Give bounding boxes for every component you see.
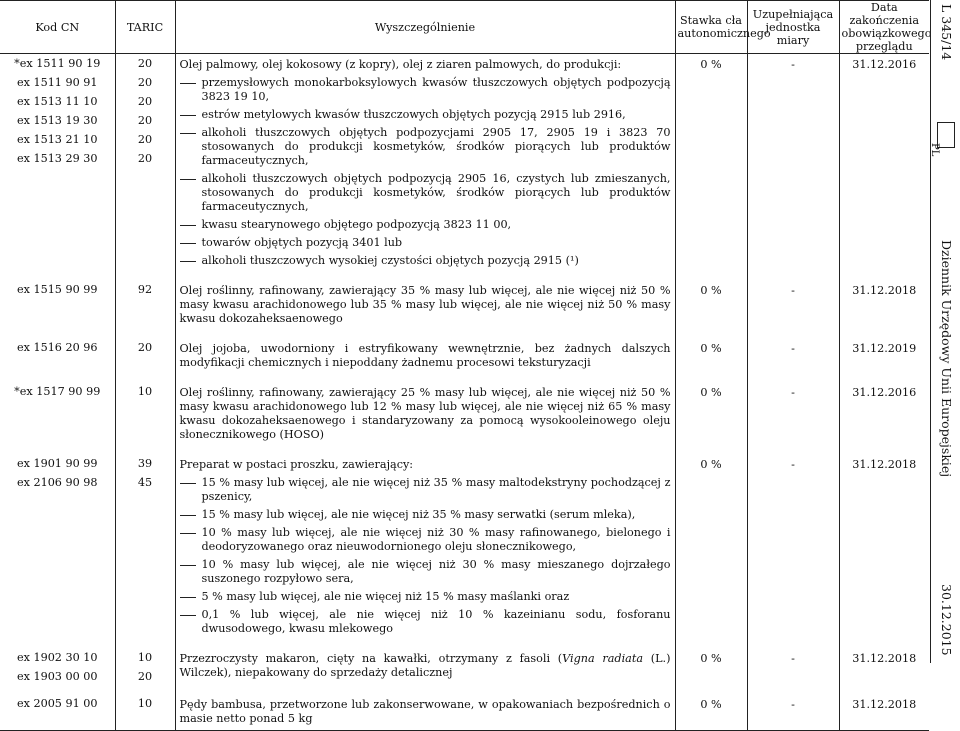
table-row (0, 454, 929, 640)
duty-rate: 0 % (700, 284, 722, 297)
description-text: (L.) Wilczek), niepakowany do sprzedaży detalicznej (179, 652, 671, 679)
col-header-cn: Kod CN (0, 1, 115, 54)
spacer-cell (115, 272, 175, 280)
description-dash-item: 10 % masy lub więcej, ale nie więcej niż 30 % masy rafinowanego, bielonego i deodoryzowanego oraz nieuwodornionego oleju słonecznikowego, (180, 526, 671, 554)
table-row (0, 338, 929, 374)
row-spacer (0, 686, 929, 694)
species-name: Vigna radiata (562, 652, 644, 665)
cn-code: ex 1901 90 99 (16, 457, 98, 470)
spacer-cell (747, 272, 839, 280)
cn-code: ex 1516 20 96 (16, 341, 98, 354)
cn-code: ex 1903 00 00 (16, 670, 98, 683)
supplementary-unit-cell (747, 694, 839, 731)
taric-code: 20 (137, 670, 153, 683)
spacer-cell (175, 640, 675, 648)
description-dash-item: estrów metylowych kwasów tłuszczowych objętych pozycją 2915 lub 2916, (180, 108, 671, 122)
spacer-cell (747, 330, 839, 338)
col-header-unit: Uzupełniająca jednostka miary (747, 1, 839, 54)
spacer-cell (0, 446, 115, 454)
description-cell (175, 338, 675, 374)
spacer-cell (175, 330, 675, 338)
duty-rate: 0 % (700, 652, 722, 665)
description-dash-item: towarów objętych pozycją 3401 lub (180, 236, 671, 250)
spacer-cell (0, 272, 115, 280)
supplementary-unit: - (791, 386, 795, 399)
cn-code: ex 1902 30 10 (16, 651, 98, 664)
taric-code: 20 (137, 133, 153, 146)
row-spacer (0, 272, 929, 280)
taric-code: 10 (137, 651, 153, 664)
spacer-cell (115, 640, 175, 648)
col-header-description: Wyszczególnienie (175, 1, 675, 54)
table-row (0, 382, 929, 446)
description-cell (175, 454, 675, 640)
spacer-cell (115, 446, 175, 454)
duty-rate: 0 % (700, 698, 722, 711)
spacer-cell (839, 640, 929, 648)
row-spacer (0, 640, 929, 648)
spacer-cell (839, 330, 929, 338)
description-cell (175, 648, 675, 686)
description-dash-item: alkoholi tłuszczowych objętych podpozycją 2905 16, czystych lub zmieszanych, stosowanych do produkcji kosmetyków, środków piorących lub produktów farmaceutycznych, (180, 172, 671, 214)
taric-code: 10 (137, 697, 153, 710)
taric-cell (115, 280, 175, 330)
taric-code: 20 (137, 95, 153, 108)
table-header-row (0, 1, 929, 54)
supplementary-unit: - (791, 458, 795, 471)
page-reference: L 345/14 (939, 4, 954, 61)
row-spacer (0, 330, 929, 338)
journal-title: Dziennik Urzędowy Unii Europejskiej (939, 240, 954, 478)
taric-cell (115, 648, 175, 686)
spacer-cell (675, 374, 747, 382)
row-spacer (0, 374, 929, 382)
spacer-cell (675, 686, 747, 694)
language-code: PL (929, 143, 940, 157)
description-lead: Preparat w postaci proszku, zawierający: (179, 458, 414, 471)
taric-cell (115, 382, 175, 446)
taric-code: 45 (137, 476, 153, 489)
description-lead: Olej jojoba, uwodorniony i estryfikowany wewnętrznie, bez żadnych dalszych modyfikacji chemicznych i niepoddany żadnemu procesowi teksturyzacji (179, 342, 671, 369)
cn-code-cell (0, 648, 115, 686)
publication-date: 30.12.2015 (939, 584, 954, 656)
spacer-cell (839, 272, 929, 280)
taric-cell (115, 338, 175, 374)
spacer-cell (115, 330, 175, 338)
cn-code: ex 2005 91 00 (16, 697, 98, 710)
review-date-cell (839, 54, 929, 273)
cn-code-cell (0, 454, 115, 640)
description-dash-item: 15 % masy lub więcej, ale nie więcej niż 35 % masy serwatki (serum mleka), (180, 508, 671, 522)
spacer-cell (0, 640, 115, 648)
spacer-cell (115, 686, 175, 694)
description-dash-item: przemysłowych monokarboksylowych kwasów tłuszczowych objętych podpozycją 3823 19 10, (180, 76, 671, 104)
duty-rate-cell (675, 454, 747, 640)
supplementary-unit-cell (747, 280, 839, 330)
description-dash-item: 10 % masy lub więcej, ale nie więcej niż 30 % masy mieszanego dojrzałego suszonego rozpyłowo sera, (180, 558, 671, 586)
col-header-taric: TARIC (115, 1, 175, 54)
cn-code: ex 2106 90 98 (16, 476, 98, 489)
review-date: 31.12.2018 (852, 652, 917, 665)
cn-code: ex 1513 19 30 (16, 114, 98, 127)
description-dash-item: 0,1 % lub więcej, ale nie więcej niż 10 % kazeinianu sodu, fosforanu dwusodowego, kwasu mlekowego (180, 608, 671, 636)
spacer-cell (175, 686, 675, 694)
supplementary-unit: - (791, 652, 795, 665)
table-row (0, 648, 929, 686)
review-date: 31.12.2018 (852, 458, 917, 471)
review-date: 31.12.2018 (852, 698, 917, 711)
duty-rate: 0 % (700, 58, 722, 71)
spacer-cell (675, 330, 747, 338)
description-dash-item: 15 % masy lub więcej, ale nie więcej niż 35 % masy maltodekstryny pochodzącej z pszenicy, (180, 476, 671, 504)
spacer-cell (175, 272, 675, 280)
description-dash-item: alkoholi tłuszczowych objętych podpozycjami 2905 17, 2905 19 i 3823 70 stosowanych do produkcji kosmetyków, środków piorących lub produktów farmaceutycznych, (180, 126, 671, 168)
taric-cell (115, 54, 175, 273)
duty-rate-cell (675, 694, 747, 731)
cn-code-cell (0, 280, 115, 330)
duty-rate-cell (675, 338, 747, 374)
review-date: 31.12.2019 (852, 342, 917, 355)
spacer-cell (115, 374, 175, 382)
taric-code: 20 (137, 114, 153, 127)
language-box (929, 122, 955, 157)
taric-code: 92 (137, 283, 153, 296)
taric-cell (115, 454, 175, 640)
cn-code-cell (0, 382, 115, 446)
spacer-cell (839, 446, 929, 454)
supplementary-unit: - (791, 58, 795, 71)
taric-code: 20 (137, 341, 153, 354)
duty-rate-cell (675, 54, 747, 273)
table-row (0, 694, 929, 731)
cn-code: ex 1513 21 10 (16, 133, 98, 146)
spacer-cell (675, 640, 747, 648)
description-dash-item: alkoholi tłuszczowych wysokiej czystości objętych pozycją 2915 (¹) (180, 254, 671, 268)
cn-code-cell (0, 54, 115, 273)
description-lead: Pędy bambusa, przetworzone lub zakonserwowane, w opakowaniach bezpośrednich o masie netto ponad 5 kg (179, 698, 671, 725)
cn-code: ex 1511 90 91 (16, 76, 98, 89)
col-header-review-date: Data zakończenia obowiązkowego przeglądu (839, 1, 929, 54)
col-header-rate: Stawka cła autonomicznego (675, 1, 747, 54)
duty-rate: 0 % (700, 458, 722, 471)
review-date-cell (839, 694, 929, 731)
table-body (0, 54, 929, 731)
spacer-cell (0, 374, 115, 382)
description-text: Przezroczysty makaron, cięty na kawałki, otrzymany z fasoli ( (179, 652, 563, 665)
cn-code-cell (0, 694, 115, 731)
spacer-cell (747, 686, 839, 694)
duty-rate-cell (675, 280, 747, 330)
description-lead (180, 652, 671, 680)
description-cell (175, 54, 675, 273)
supplementary-unit-cell (747, 648, 839, 686)
taric-cell (115, 694, 175, 731)
spacer-cell (0, 330, 115, 338)
description-cell (175, 382, 675, 446)
spacer-cell (175, 446, 675, 454)
review-date-cell (839, 648, 929, 686)
table-row (0, 54, 929, 273)
supplementary-unit-cell (747, 454, 839, 640)
supplementary-unit: - (791, 342, 795, 355)
description-cell (175, 694, 675, 731)
side-margin (930, 0, 960, 663)
description-lead: Olej roślinny, rafinowany, zawierający 25 % masy lub więcej, ale nie więcej niż 50 % masy kwasu arachidonowego lub 12 % masy lub więcej, ale nie więcej niż 65 % masy kwasu dokozaheksaenowego i standaryzowany za pomocą wysokooleinowego oleju słonecznikowego (HOSO) (179, 386, 671, 441)
supplementary-unit-cell (747, 382, 839, 446)
cn-code: ex 1513 11 10 (16, 95, 98, 108)
taric-code: 20 (137, 76, 153, 89)
duty-rate-cell (675, 648, 747, 686)
spacer-cell (747, 446, 839, 454)
taric-code: 20 (137, 152, 153, 165)
review-date-cell (839, 382, 929, 446)
review-date-cell (839, 280, 929, 330)
cn-code: ex 1513 29 30 (16, 152, 98, 165)
spacer-cell (675, 272, 747, 280)
taric-code: 10 (137, 385, 153, 398)
description-cell (175, 280, 675, 330)
description-dash-item: 5 % masy lub więcej, ale nie więcej niż 15 % masy maślanki oraz (180, 590, 671, 604)
spacer-cell (675, 446, 747, 454)
spacer-cell (747, 640, 839, 648)
review-date-cell (839, 338, 929, 374)
spacer-cell (839, 374, 929, 382)
cn-code-cell (0, 338, 115, 374)
review-date: 31.12.2016 (852, 386, 917, 399)
taric-code: 39 (137, 457, 153, 470)
duty-rate-cell (675, 382, 747, 446)
description-lead: Olej roślinny, rafinowany, zawierający 35 % masy lub więcej, ale nie więcej niż 50 % masy kwasu arachidonowego lub 35 % masy lub więcej, ale nie więcej niż 50 % masy kwasu dokozaheksaenowego (179, 284, 671, 325)
duty-rate: 0 % (700, 342, 722, 355)
cn-code: *ex 1517 90 99 (14, 385, 101, 398)
review-date: 31.12.2016 (852, 58, 917, 71)
spacer-cell (747, 374, 839, 382)
cn-code: ex 1515 90 99 (16, 283, 98, 296)
spacer-cell (175, 374, 675, 382)
table-row (0, 280, 929, 330)
description-dash-item: kwasu stearynowego objętego podpozycją 3823 11 00, (180, 218, 671, 232)
duty-rate: 0 % (700, 386, 722, 399)
review-date: 31.12.2018 (852, 284, 917, 297)
taric-code: 20 (137, 57, 153, 70)
description-lead: Olej palmowy, olej kokosowy (z kopry), olej z ziaren palmowych, do produkcji: (179, 58, 622, 71)
cn-code: *ex 1511 90 19 (14, 57, 101, 70)
review-date-cell (839, 454, 929, 640)
supplementary-unit: - (791, 284, 795, 297)
supplementary-unit: - (791, 698, 795, 711)
supplementary-unit-cell (747, 338, 839, 374)
spacer-cell (839, 686, 929, 694)
supplementary-unit-cell (747, 54, 839, 273)
row-spacer (0, 446, 929, 454)
spacer-cell (0, 686, 115, 694)
